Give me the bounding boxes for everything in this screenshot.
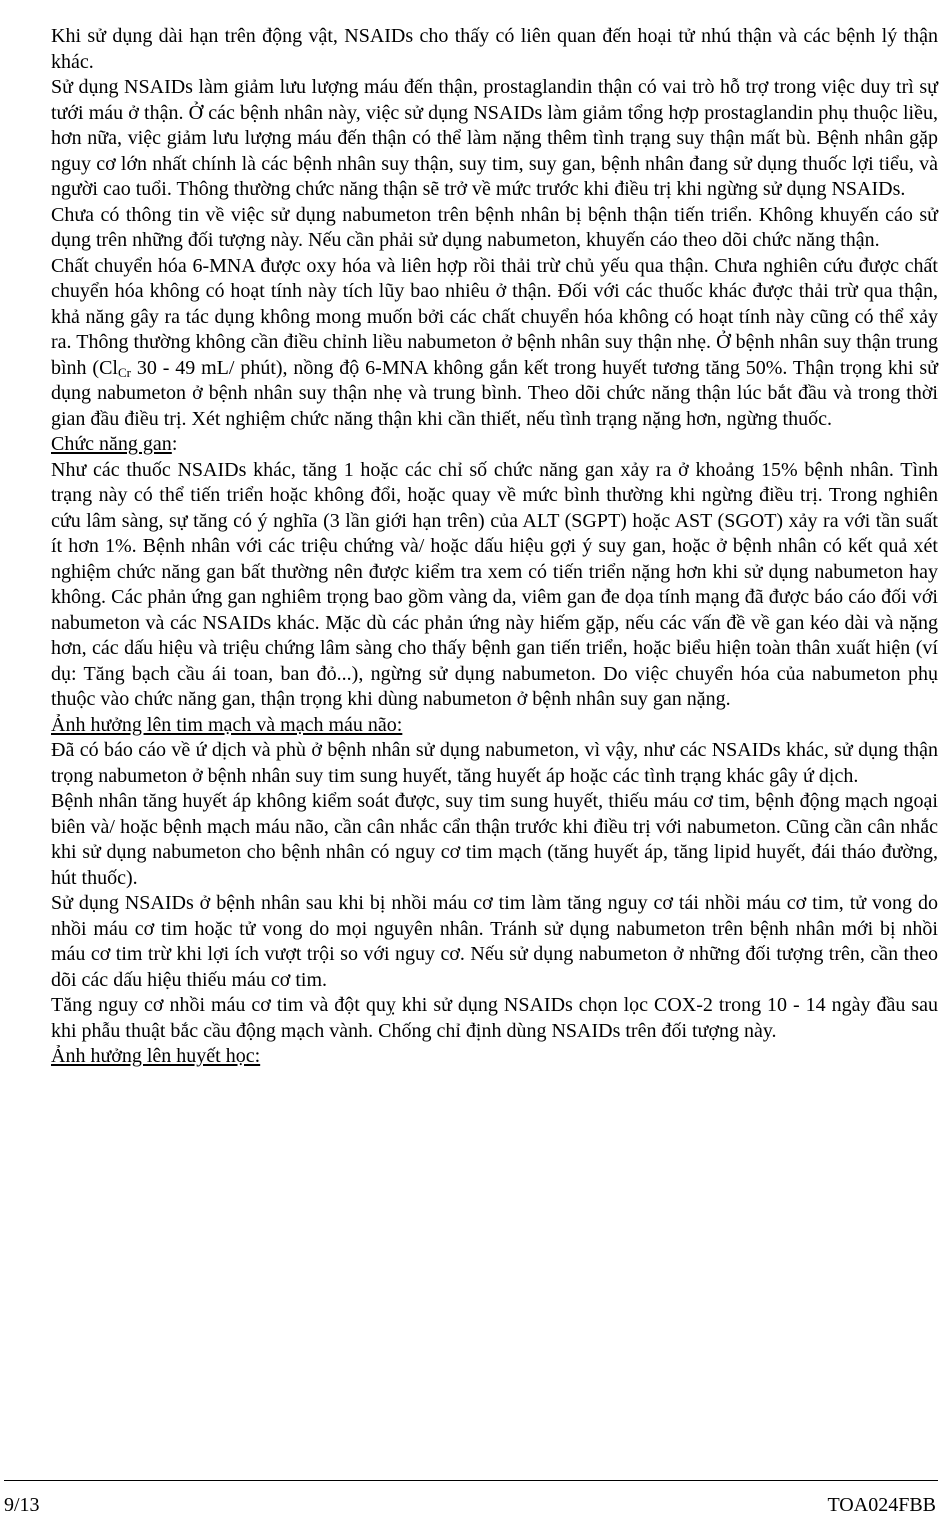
paragraph-renal-metabolite	[51, 254, 938, 433]
document-code: TOA024FBB	[827, 1494, 936, 1516]
paragraph-renal-advanced-disease: Chưa có thông tin về việc sử dụng nabumeton trên bệnh nhân bị bệnh thận tiến triển. Không khuyến cáo sử dụng trên những đối tượng này. Nếu cần phải sử dụng nabumeton, khuyến cáo theo dõi chức năng thận.	[51, 203, 938, 251]
footer-divider	[4, 1480, 938, 1481]
page-number: 9/13	[4, 1494, 40, 1516]
section-heading-hematology	[51, 1044, 938, 1070]
paragraph-renal-metabolite-part-2: 30 - 49 mL/ phút), nồng độ 6-MNA không gắn kết trong huyết tương tăng 50%. Thận trọng khi sử dụng nabumeton ở bệnh nhân suy thận nhẹ và trung bình. Theo dõi chức năng thận lúc bắt đầu và trong thời gian đầu điều trị. Xét nghiệm chức năng thận khi cần thiết, nếu tình trạng nặng hơn, ngừng thuốc.	[51, 356, 938, 430]
paragraph-liver-function: Như các thuốc NSAIDs khác, tăng 1 hoặc các chỉ số chức năng gan xảy ra ở khoảng 15% bệnh nhân. Tình trạng này có thể tiến triển hoặc không đổi, hoặc quay về mức bình thường khi ngừng điều trị. Trong nghiên cứu lâm sàng, sự tăng có ý nghĩa (3 lần giới hạn trên) của ALT (SGPT) hoặc AST (SGOT) xảy ra với tần suất ít hơn 1%. Bệnh nhân với các triệu chứng và/ hoặc dấu hiệu gợi ý suy gan, hoặc ở bệnh nhân có kết quả xét nghiệm chức năng gan bất thường nên được kiểm tra xem có tiến triển nặng hơn khi sử dụng nabumeton hay không. Các phản ứng gan nghiêm trọng bao gồm vàng da, viêm gan đe dọa tính mạng đã được báo cáo đối với nabumeton và các NSAIDs khác. Mặc dù các phản ứng này hiếm gặp, nếu các vấn đề về gan kéo dài và nặng hơn, các dấu hiệu và triệu chứng lâm sàng cho thấy bệnh gan tiến triển, hoặc biểu hiện toàn thân xuất hiện (ví dụ: Tăng bạch cầu ái toan, ban đỏ...), ngừng sử dụng nabumeton. Do việc chuyển hóa của nabumeton phụ thuộc vào chức năng gan, thận trọng khi dùng nabumeton ở bệnh nhân suy gan nặng.	[51, 458, 938, 710]
paragraph-cabg-risk: Tăng nguy cơ nhồi máu cơ tim và đột quỵ khi sử dụng NSAIDs chọn lọc COX-2 trong 10 - 14 ngày đầu sau khi phẫu thuật bắc cầu động mạch vành. Chống chỉ định dùng NSAIDs trên đối tượng này.	[51, 994, 938, 1042]
paragraph-hypertension-risk: Bệnh nhân tăng huyết áp không kiểm soát được, suy tim sung huyết, thiếu máu cơ tim, bệnh động mạch ngoại biên và/ hoặc bệnh mạch máu não, cần cân nhắc cẩn thận trước khi điều trị với nabumeton. Cũng cần cân nhắc khi sử dụng nabumeton cho bệnh nhân có nguy cơ tim mạch (tăng huyết áp, tăng lipid huyết, đái tháo đường, hút thuốc).	[51, 790, 938, 889]
section-heading-cardiovascular	[51, 713, 938, 739]
paragraph-myocardial-infarction: Sử dụng NSAIDs ở bệnh nhân sau khi bị nhồi máu cơ tim làm tăng nguy cơ tái nhồi máu cơ tim, tử vong do nhồi máu cơ tim hoặc tử vong do mọi nguyên nhân. Tránh sử dụng nabumeton trên bệnh nhân mới bị nhồi máu cơ tim trừ khi lợi ích vượt trội so với nguy cơ. Nếu sử dụng nabumeton ở những đối tượng trên, cần theo dõi các dấu hiệu thiếu máu cơ tim.	[51, 892, 938, 991]
paragraph-renal-metabolite-part-1: Chất chuyển hóa 6-MNA được oxy hóa và liên hợp rồi thải trừ chủ yếu qua thận. Chưa nghiên cứu được chất chuyển hóa không có hoạt tính này tích lũy bao nhiêu ở thận. Đối với các thuốc khác được thải trừ qua thận, khả năng gây ra tác dụng không mong muốn bởi các chất chuyển hóa không có hoạt tính này cũng có thể xảy ra. Thông thường không cần điều chỉnh liều nabumeton ở bệnh nhân suy thận nhẹ. Ở bệnh nhân suy thận trung bình (Cl	[51, 254, 938, 379]
section-heading-liver-function-text: Chức năng gan	[51, 433, 172, 455]
paragraph-renal-animal: Khi sử dụng dài hạn trên động vật, NSAIDs cho thấy có liên quan đến hoại tử nhú thận và các bệnh lý thận khác.	[51, 25, 938, 73]
document-body	[51, 24, 938, 1070]
paragraph-fluid-retention: Đã có báo cáo về ứ dịch và phù ở bệnh nhân sử dụng nabumeton, vì vậy, như các NSAIDs khác, sử dụng thận trọng nabumeton ở bệnh nhân suy tim sung huyết, tăng huyết áp hoặc các tình trạng khác gây ứ dịch.	[51, 739, 938, 787]
section-heading-liver-function	[51, 432, 938, 458]
section-heading-liver-function-colon: :	[171, 433, 178, 455]
creatinine-clearance-subscript: Cr	[117, 364, 131, 380]
section-heading-cardiovascular-text: Ảnh hưởng lên tim mạch và mạch máu não:	[51, 713, 403, 736]
paragraph-renal-blood-flow: Sử dụng NSAIDs làm giảm lưu lượng máu đến thận, prostaglandin thận có vai trò hỗ trợ trong việc duy trì sự tưới máu ở thận. Ở các bệnh nhân này, việc sử dụng NSAIDs làm giảm tổng hợp prostaglandin phụ thuộc liều, hơn nữa, việc giảm lưu lượng máu đến thận có thể làm nặng thêm tình trạng suy thận mất bù. Bệnh nhân gặp nguy cơ lớn nhất chính là các bệnh nhân suy thận, suy tim, suy gan, bệnh nhân đang sử dụng thuốc lợi tiểu, và người cao tuổi. Thông thường chức năng thận sẽ trở về mức trước khi điều trị khi ngừng sử dụng NSAIDs.	[51, 76, 938, 200]
section-heading-hematology-text: Ảnh hưởng lên huyết học:	[51, 1045, 261, 1067]
